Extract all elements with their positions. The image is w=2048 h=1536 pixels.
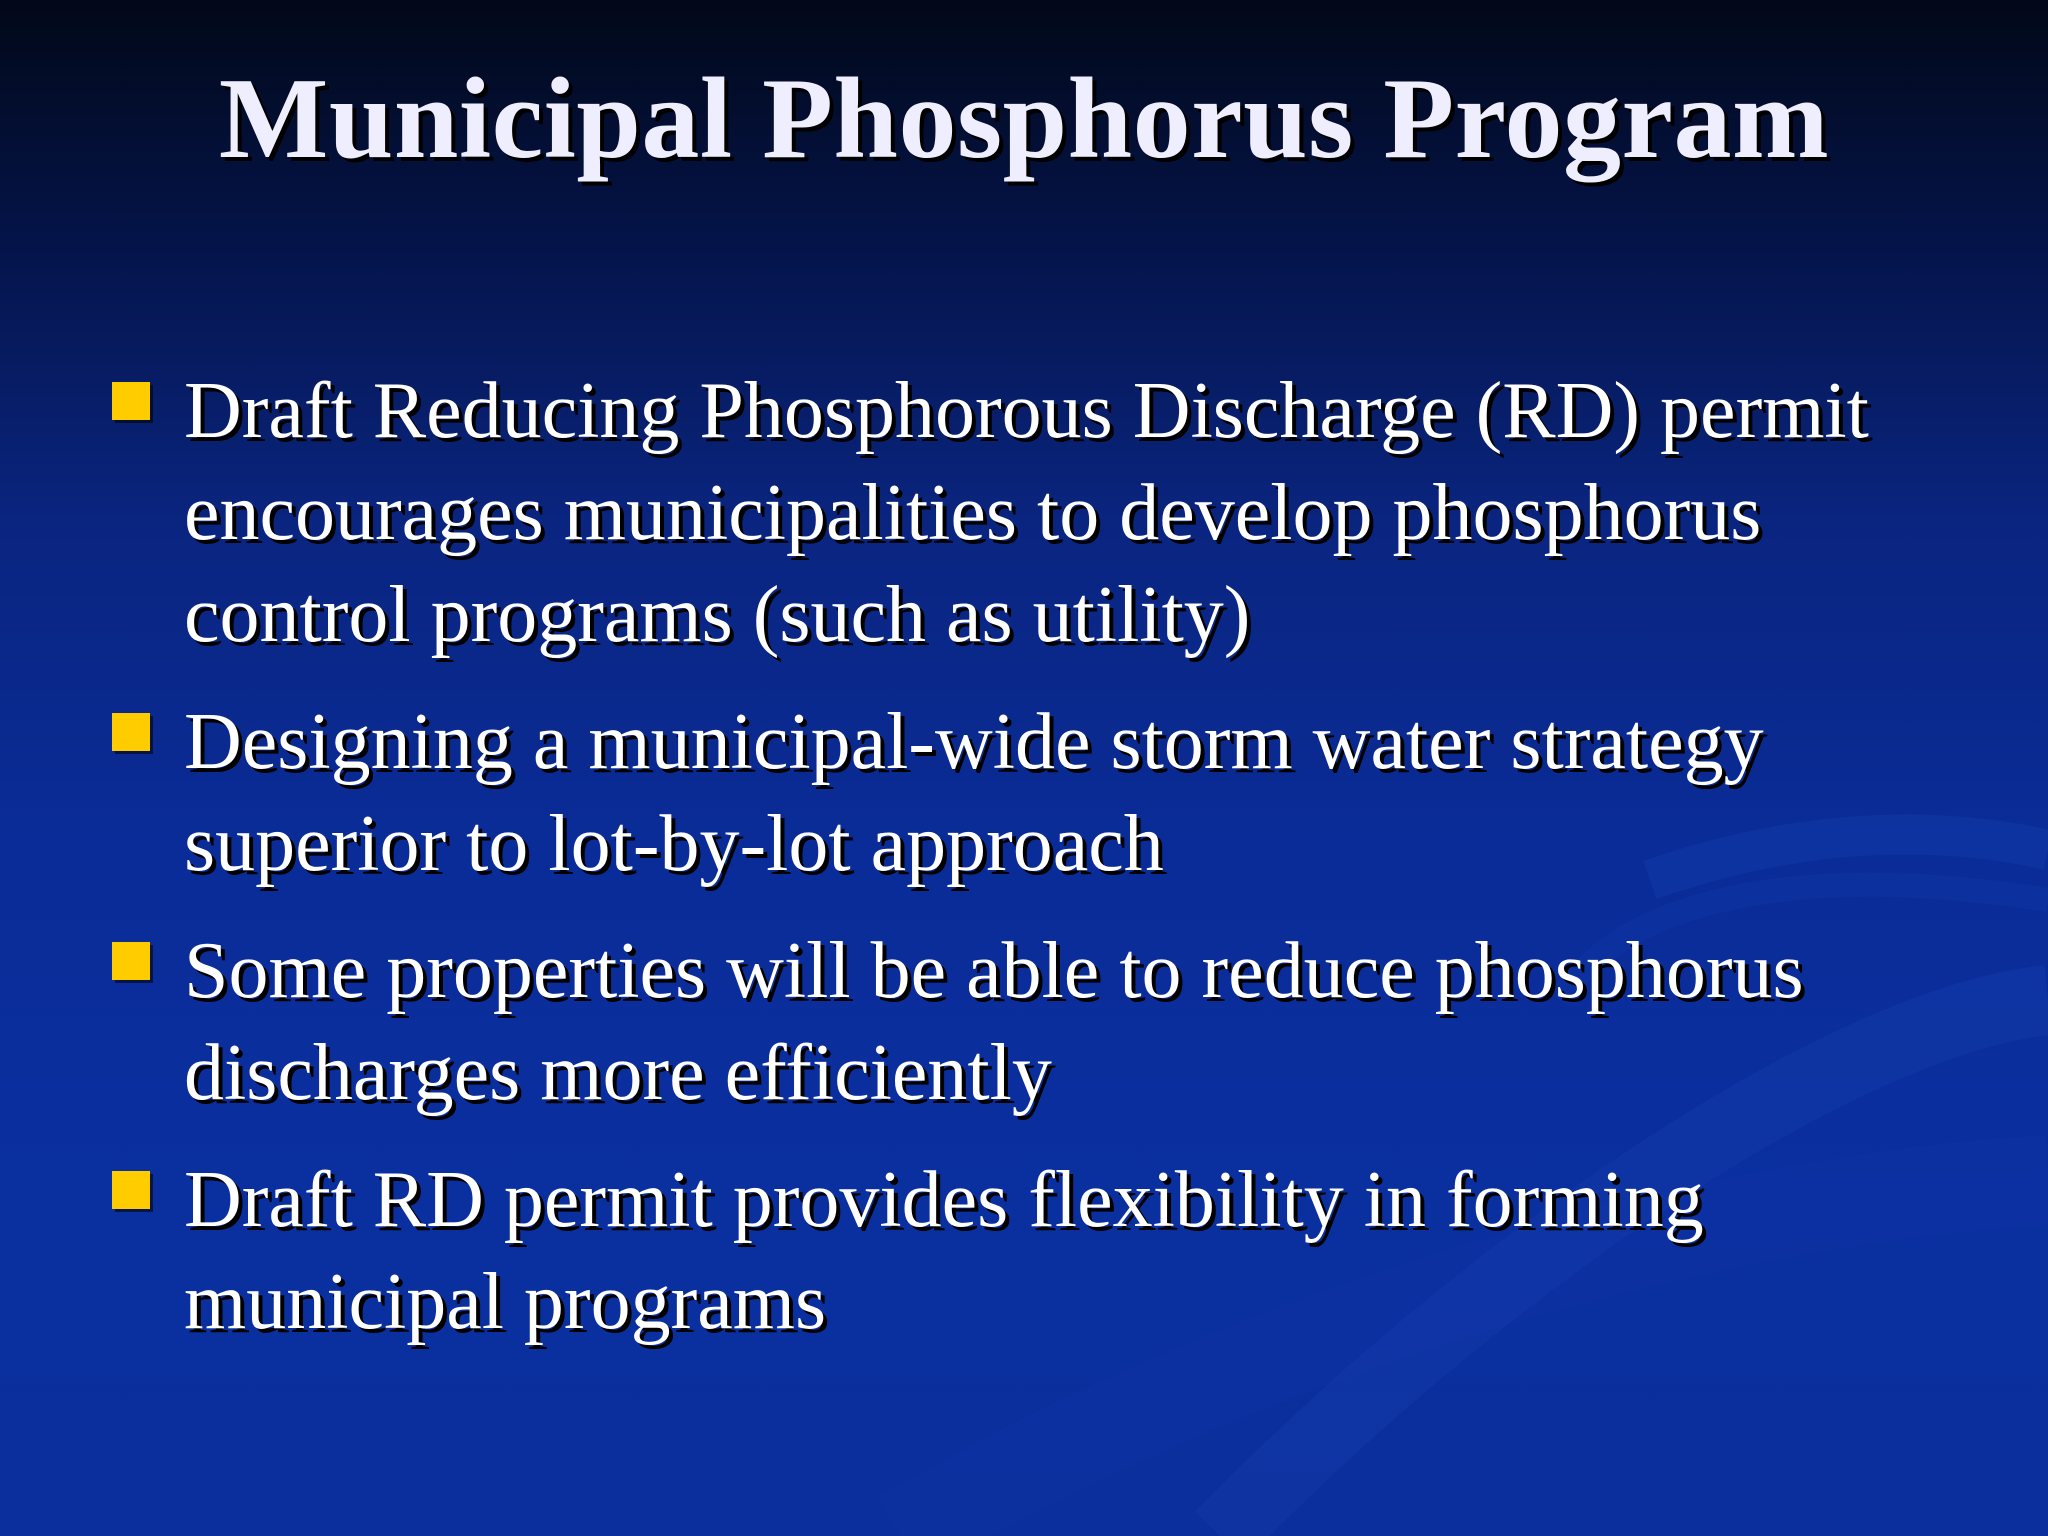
bullet-item	[0, 691, 2048, 895]
bullet-list	[0, 360, 2048, 1378]
slide-title: Municipal Phosphorus Program	[218, 55, 1830, 183]
square-bullet-icon	[112, 382, 150, 420]
bullet-item	[0, 360, 2048, 666]
square-bullet-icon	[112, 1171, 150, 1209]
square-bullet-icon	[112, 713, 150, 751]
square-bullet-icon	[112, 942, 150, 980]
bullet-text: Draft RD permit provides flexibility in forming municipal programs	[184, 1156, 1704, 1346]
bullet-text: Some properties will be able to reduce phosphorus discharges more efficiently	[184, 927, 1804, 1117]
bullet-item	[0, 1149, 2048, 1353]
bullet-text: Designing a municipal-wide storm water strategy superior to lot-by-lot approach	[184, 698, 1764, 888]
bullet-item	[0, 920, 2048, 1124]
bullet-text: Draft Reducing Phosphorous Discharge (RD) permit encourages municipalities to develop phosphorus control programs (such as utility)	[184, 367, 1869, 659]
